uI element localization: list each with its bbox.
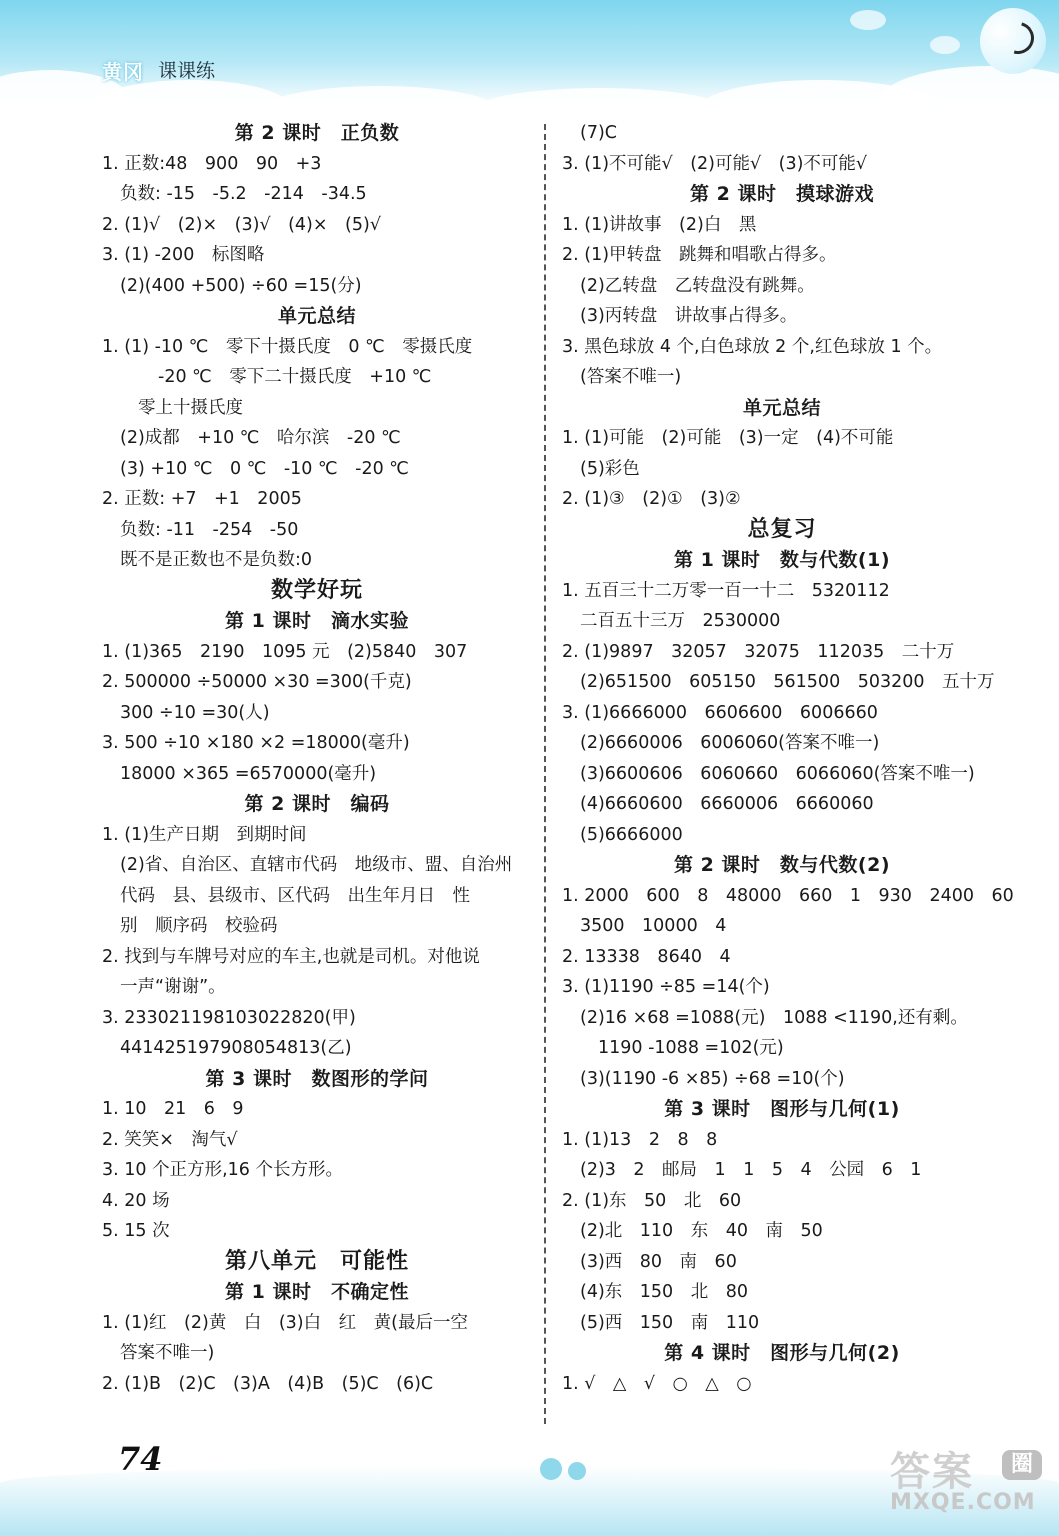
answer-line: 2. (1)9897 32057 32075 112035 二十万 bbox=[562, 641, 955, 662]
section-heading: 第 2 课时 编码 bbox=[244, 793, 390, 815]
answer-column-left bbox=[102, 118, 532, 1399]
answer-line: 2. 正数: +7 +1 2005 bbox=[102, 489, 302, 509]
answer-line: (2)(400 +500) ÷60 =15(分) bbox=[120, 275, 362, 296]
answer-line: 二百五十三万 2530000 bbox=[580, 611, 781, 631]
answer-line: 3500 10000 4 bbox=[580, 916, 727, 936]
section-heading: 第八单元 可能性 bbox=[224, 1248, 409, 1274]
answer-line: 1. (1)红 (2)黄 白 (3)白 红 黄(最后一空 bbox=[102, 1312, 468, 1333]
section-heading: 第 2 课时 摸球游戏 bbox=[690, 183, 874, 205]
watermark bbox=[880, 1440, 1050, 1536]
answer-line: (3)丙转盘 讲故事占得多。 bbox=[580, 306, 798, 326]
answer-line: 2. 13338 8640 4 bbox=[562, 946, 731, 967]
answer-line: (5)6666000 bbox=[580, 824, 683, 845]
cloud-decoration bbox=[930, 36, 960, 54]
watermark-word: 答案 bbox=[890, 1449, 974, 1495]
answer-line: (3)西 80 南 60 bbox=[580, 1251, 737, 1272]
answer-line: 2. 找到与车牌号对应的车主,也就是司机。对他说 bbox=[102, 946, 480, 967]
answer-line: 3. 10 个正方形,16 个长方形。 bbox=[102, 1160, 343, 1180]
answer-column-right bbox=[562, 118, 1014, 1399]
answer-line: (2)北 110 东 40 南 50 bbox=[580, 1221, 823, 1241]
section-heading: 第 1 课时 数与代数(1) bbox=[673, 549, 891, 571]
answer-line: 1. (1) -10 ℃ 零下十摄氏度 0 ℃ 零摄氏度 bbox=[102, 336, 473, 357]
answer-line: (5)西 150 南 110 bbox=[580, 1312, 760, 1333]
answer-line: 2. 500000 ÷50000 ×30 =300(千克) bbox=[102, 672, 412, 692]
section-heading: 第 1 课时 滴水实验 bbox=[225, 610, 409, 632]
answer-line: -20 ℃ 零下二十摄氏度 +10 ℃ bbox=[158, 367, 432, 387]
answer-line: 1. 五百三十二万零一百一十二 5320112 bbox=[562, 580, 890, 601]
answer-line: 1. (1)可能 (2)可能 (3)一定 (4)不可能 bbox=[562, 428, 894, 448]
answer-line: 2. (1)东 50 北 60 bbox=[562, 1190, 742, 1211]
answer-line: 3. 黑色球放 4 个,白色球放 2 个,红色球放 1 个。 bbox=[562, 336, 943, 357]
answer-line: (3)6600606 6060660 6066060(答案不唯一) bbox=[580, 763, 975, 784]
answer-line: 1. 正数:48 900 90 +3 bbox=[102, 153, 322, 174]
answer-line: 3. (1) -200 标图略 bbox=[102, 245, 265, 265]
answer-line: 18000 ×365 =6570000(毫升) bbox=[120, 763, 377, 784]
answer-line: 1. (1)生产日期 到期时间 bbox=[102, 824, 307, 845]
answer-line: (2)省、自治区、直辖市代码 地级市、盟、自治州 bbox=[120, 855, 513, 875]
answer-line: (2)乙转盘 乙转盘没有跳舞。 bbox=[580, 275, 815, 296]
watermark-badge: 圈 bbox=[1002, 1450, 1042, 1480]
answer-line: 既不是正数也不是负数:0 bbox=[120, 550, 313, 570]
answer-line: 代码 县、县级市、区代码 出生年月日 性 bbox=[120, 885, 470, 906]
watermark-url: MXQE.COM bbox=[890, 1490, 1036, 1515]
answer-line: (2)16 ×68 =1088(元) 1088 <1190,还有剩。 bbox=[580, 1007, 968, 1028]
brand-mark: 黄冈 bbox=[102, 60, 144, 84]
answer-line: 零上十摄氏度 bbox=[138, 397, 243, 418]
answer-line: 负数: -11 -254 -50 bbox=[120, 519, 299, 540]
answer-line: 1190 -1088 =102(元) bbox=[598, 1038, 784, 1058]
section-heading: 第 4 课时 图形与几何(2) bbox=[664, 1342, 900, 1364]
cloud-decoration bbox=[260, 86, 500, 112]
column-divider bbox=[544, 124, 546, 1424]
answer-line: 负数: -15 -5.2 -214 -34.5 bbox=[120, 184, 367, 204]
tree-decoration bbox=[540, 1458, 562, 1480]
answer-line: 1. (1)讲故事 (2)白 黑 bbox=[562, 214, 757, 235]
page-number: 74 bbox=[118, 1440, 163, 1478]
cloud-decoration bbox=[880, 66, 1059, 112]
answer-line: (7)C bbox=[580, 123, 618, 143]
cloud-decoration bbox=[850, 10, 886, 30]
answer-line: 答案不唯一) bbox=[120, 1343, 215, 1363]
brand-title: 课课练 bbox=[158, 60, 216, 82]
answer-line: 一声“谢谢”。 bbox=[120, 977, 226, 997]
answer-line: (4)6660600 6660006 6660060 bbox=[580, 794, 874, 814]
answer-line: 2. (1)B (2)C (3)A (4)B (5)C (6)C bbox=[102, 1373, 434, 1394]
section-heading: 单元总结 bbox=[742, 396, 821, 419]
answer-line: 1. (1)365 2190 1095 元 (2)5840 307 bbox=[102, 641, 468, 662]
answer-line: 2. (1)③ (2)① (3)② bbox=[562, 489, 741, 509]
answer-line: 3. 500 ÷10 ×180 ×2 =18000(毫升) bbox=[102, 733, 410, 753]
answer-line: 3. 233021198103022820(甲) bbox=[102, 1007, 356, 1028]
answer-line: 3. (1)不可能√ (2)可能√ (3)不可能√ bbox=[562, 153, 868, 174]
section-heading: 第 1 课时 不确定性 bbox=[225, 1281, 409, 1303]
tree-decoration bbox=[568, 1462, 586, 1480]
answer-line: 441425197908054813(乙) bbox=[120, 1038, 352, 1058]
answer-line: 1. 2000 600 8 48000 660 1 930 2400 60 bbox=[562, 885, 1014, 906]
answer-line: (2)651500 605150 561500 503200 五十万 bbox=[580, 672, 995, 692]
page-header bbox=[0, 0, 1059, 112]
answer-line: (2)3 2 邮局 1 1 5 4 公园 6 1 bbox=[580, 1160, 922, 1180]
answer-line: (5)彩色 bbox=[580, 458, 640, 479]
answer-line: 5. 15 次 bbox=[102, 1221, 170, 1241]
answer-line: 2. 笑笑× 淘气√ bbox=[102, 1129, 238, 1150]
answer-line: 2. (1)√ (2)× (3)√ (4)× (5)√ bbox=[102, 214, 381, 235]
section-heading: 单元总结 bbox=[277, 305, 356, 327]
section-heading: 第 3 课时 图形与几何(1) bbox=[664, 1098, 900, 1120]
section-heading: 数学好玩 bbox=[270, 577, 363, 603]
answer-line: 别 顺序码 校验码 bbox=[120, 916, 278, 936]
section-heading: 总复习 bbox=[747, 516, 817, 542]
answer-line: (2)成都 +10 ℃ 哈尔滨 -20 ℃ bbox=[120, 428, 401, 448]
answer-line: 3. (1)1190 ÷85 =14(个) bbox=[562, 977, 770, 997]
answer-line: 2. (1)甲转盘 跳舞和唱歌占得多。 bbox=[562, 245, 837, 265]
section-heading: 第 2 课时 正负数 bbox=[234, 122, 400, 144]
answer-line: 1. √ △ √ ○ △ ○ bbox=[562, 1373, 752, 1394]
answer-line: 1. (1)13 2 8 8 bbox=[562, 1129, 718, 1150]
answer-line: 4. 20 场 bbox=[102, 1190, 170, 1211]
answer-line: 1. 10 21 6 9 bbox=[102, 1099, 244, 1119]
answer-line: (3)(1190 -6 ×85) ÷68 =10(个) bbox=[580, 1068, 845, 1089]
answer-line: (答案不唯一) bbox=[580, 367, 682, 387]
answer-line: 3. (1)6666000 6606600 6006660 bbox=[562, 702, 878, 723]
answer-line: (4)东 150 北 80 bbox=[580, 1282, 748, 1302]
section-heading: 第 3 课时 数图形的学问 bbox=[205, 1067, 429, 1090]
answer-line: 300 ÷10 =30(人) bbox=[120, 702, 270, 723]
cloud-decoration bbox=[470, 88, 730, 112]
answer-line: (3) +10 ℃ 0 ℃ -10 ℃ -20 ℃ bbox=[120, 458, 409, 479]
section-heading: 第 2 课时 数与代数(2) bbox=[673, 854, 891, 876]
answer-line: (2)6660006 6006060(答案不唯一) bbox=[580, 733, 880, 753]
